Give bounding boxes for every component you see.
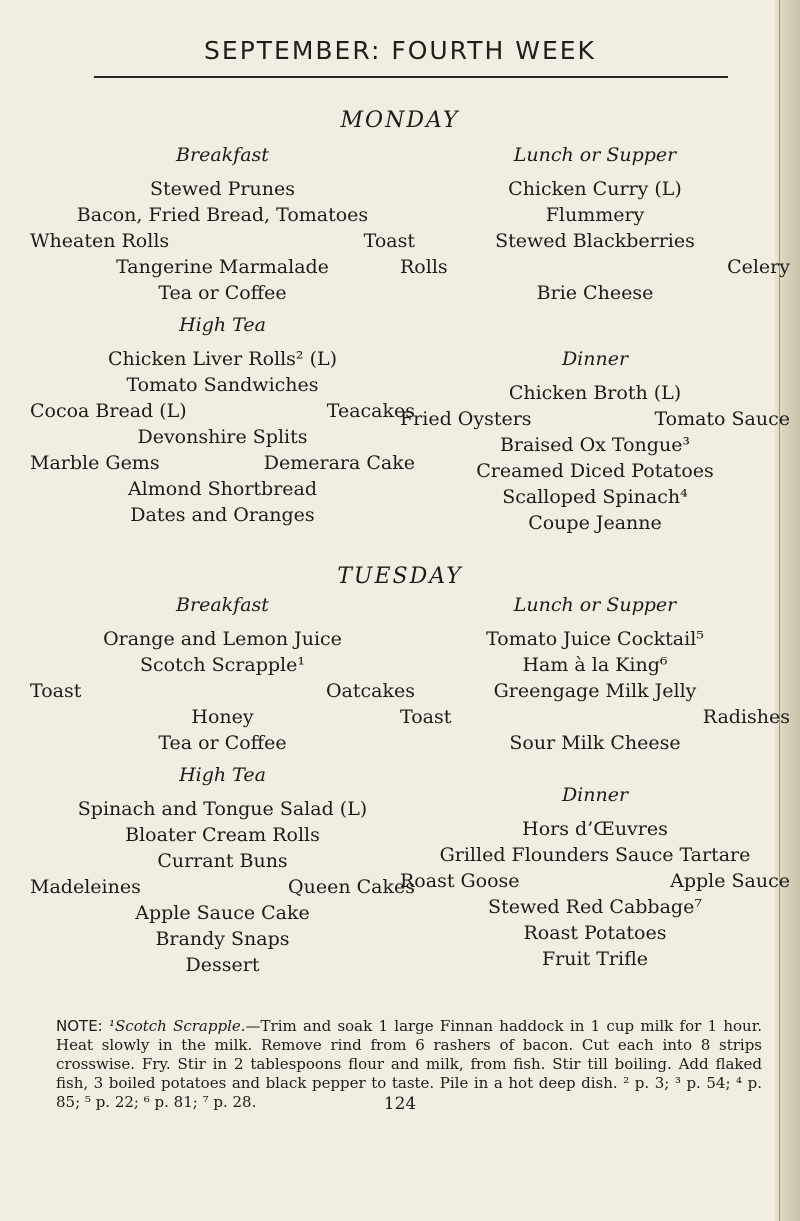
- day-heading-tuesday: TUESDAY: [337, 564, 463, 589]
- header-rule: [94, 76, 728, 78]
- menu-item: Orange and Lemon Juice: [103, 628, 342, 650]
- menu-item: Almond Shortbread: [127, 478, 318, 500]
- tuesday-high-tea: [30, 762, 415, 978]
- menu-item: Tea or Coffee: [158, 282, 287, 304]
- menu-item: Bloater Cream Rolls: [125, 824, 320, 846]
- menu-item: Tangerine Marmalade: [116, 256, 329, 278]
- menu-item: Scalloped Spinach⁴: [502, 486, 688, 508]
- note-title: ¹Scotch Scrapple.: [109, 1017, 246, 1035]
- menu-item: Stewed Prunes: [150, 178, 295, 200]
- menu-item-left: Toast: [30, 680, 82, 702]
- meal-heading: Breakfast: [176, 594, 269, 616]
- menu-item: Grilled Flounders Sauce Tartare: [439, 844, 751, 866]
- menu-item: [400, 406, 790, 432]
- menu-list: [30, 346, 415, 528]
- menu-item-left: Rolls: [400, 256, 448, 278]
- menu-list: [400, 380, 790, 536]
- menu-item-left: Fried Oysters: [400, 408, 532, 430]
- menu-item: Ham à la King⁶: [522, 654, 668, 676]
- menu-item: Tomato Juice Cocktail⁵: [486, 628, 704, 650]
- meal-heading: Breakfast: [176, 144, 269, 166]
- menu-item: Fruit Trifle: [541, 948, 648, 970]
- menu-item: Chicken Liver Rolls² (L): [107, 348, 338, 370]
- menu-item: Braised Ox Tongue³: [499, 434, 691, 456]
- menu-list: [30, 176, 415, 306]
- menu-item: Spinach and Tongue Salad (L): [77, 798, 368, 820]
- menu-item: Creamed Diced Potatoes: [476, 460, 714, 482]
- menu-item: Greengage Milk Jelly: [493, 680, 697, 702]
- menu-item-right: Demerara Cake: [263, 452, 415, 474]
- menu-item: [30, 450, 415, 476]
- menu-item: Sour Milk Cheese: [509, 732, 681, 754]
- menu-item-left: Cocoa Bread (L): [30, 400, 187, 422]
- menu-item-right: Apple Sauce: [670, 870, 790, 892]
- meal-heading: Lunch or Supper: [513, 594, 677, 616]
- menu-item: Brandy Snaps: [155, 928, 290, 950]
- meal-heading: Dinner: [561, 348, 629, 370]
- menu-item: [400, 868, 790, 894]
- menu-list: [30, 626, 415, 756]
- monday-dinner: [400, 346, 790, 536]
- tuesday-breakfast: [30, 592, 415, 756]
- menu-item: Chicken Broth (L): [508, 382, 682, 404]
- menu-item-left: Wheaten Rolls: [30, 230, 170, 252]
- menu-item-right: Oatcakes: [325, 680, 415, 702]
- monday-breakfast: [30, 142, 415, 306]
- monday-high-tea: [30, 312, 415, 528]
- meal-heading: Dinner: [561, 784, 629, 806]
- menu-item: Stewed Blackberries: [495, 230, 695, 252]
- menu-item: Bacon, Fried Bread, Tomatoes: [76, 204, 369, 226]
- menu-item: Currant Buns: [157, 850, 288, 872]
- menu-item: Stewed Red Cabbage⁷: [488, 896, 702, 918]
- menu-item-right: Teacakes: [326, 400, 415, 422]
- menu-item: Hors d’Œuvres: [522, 818, 668, 840]
- tuesday-lunch: [400, 592, 790, 756]
- menu-item: Honey: [191, 706, 254, 728]
- menu-item: [30, 678, 415, 704]
- menu-item-right: Queen Cakes: [288, 876, 415, 898]
- meal-heading: Lunch or Supper: [513, 144, 677, 166]
- menu-item: [400, 704, 790, 730]
- menu-item-right: Tomato Sauce: [654, 408, 790, 430]
- menu-item-left: Madeleines: [30, 876, 141, 898]
- meal-heading: High Tea: [179, 764, 266, 786]
- menu-item: [30, 398, 415, 424]
- menu-item: Tea or Coffee: [158, 732, 287, 754]
- note-text: —Trim and soak 1 large Finnan haddock in 1 cup milk for 1 hour. Heat slowly in the milk. Remove rind from 6 rashers of bacon. Cut each into 8 strips crosswise. Fry. Stir in 2 tablespoons flour and milk, from fish. Stir till boiling. Add flaked fish, 3 boiled potatoes and black pepper to taste. Pile in a hot deep dish. ² p. 3; ³ p. 54; ⁴ p. 85; ⁵ p. 22; ⁶ p. 81; ⁷ p. 28.: [56, 1017, 762, 1111]
- page-number: 124: [383, 1094, 417, 1114]
- tuesday-dinner: [400, 782, 790, 972]
- menu-list: [400, 176, 790, 306]
- menu-item: Chicken Curry (L): [508, 178, 682, 200]
- menu-item-right: Toast: [363, 230, 415, 252]
- menu-item: Flummery: [545, 204, 645, 226]
- menu-item-right: Radishes: [702, 706, 790, 728]
- menu-item: Devonshire Splits: [137, 426, 308, 448]
- menu-item: Coupe Jeanne: [528, 512, 662, 534]
- menu-list: [30, 796, 415, 978]
- menu-item: Dates and Oranges: [130, 504, 315, 526]
- menu-item-left: Roast Goose: [400, 870, 520, 892]
- menu-item-left: Toast: [400, 706, 452, 728]
- menu-item: Dessert: [185, 954, 260, 976]
- menu-item: Brie Cheese: [536, 282, 654, 304]
- menu-item: [30, 228, 415, 254]
- menu-item-left: Marble Gems: [30, 452, 160, 474]
- menu-item: Scotch Scrapple¹: [140, 654, 305, 676]
- day-heading-monday: MONDAY: [340, 108, 460, 133]
- meal-heading: High Tea: [179, 314, 266, 336]
- monday-lunch: [400, 142, 790, 306]
- running-head: SEPTEMBER: FOURTH WEEK: [204, 36, 596, 65]
- menu-item-right: Celery: [727, 256, 790, 278]
- menu-item: [30, 874, 415, 900]
- note-label: NOTE:: [56, 1017, 103, 1035]
- menu-item: Apple Sauce Cake: [135, 902, 310, 924]
- menu-list: [400, 816, 790, 972]
- menu-item: Roast Potatoes: [523, 922, 667, 944]
- menu-list: [400, 626, 790, 756]
- menu-item: Tomato Sandwiches: [126, 374, 319, 396]
- menu-item: [400, 254, 790, 280]
